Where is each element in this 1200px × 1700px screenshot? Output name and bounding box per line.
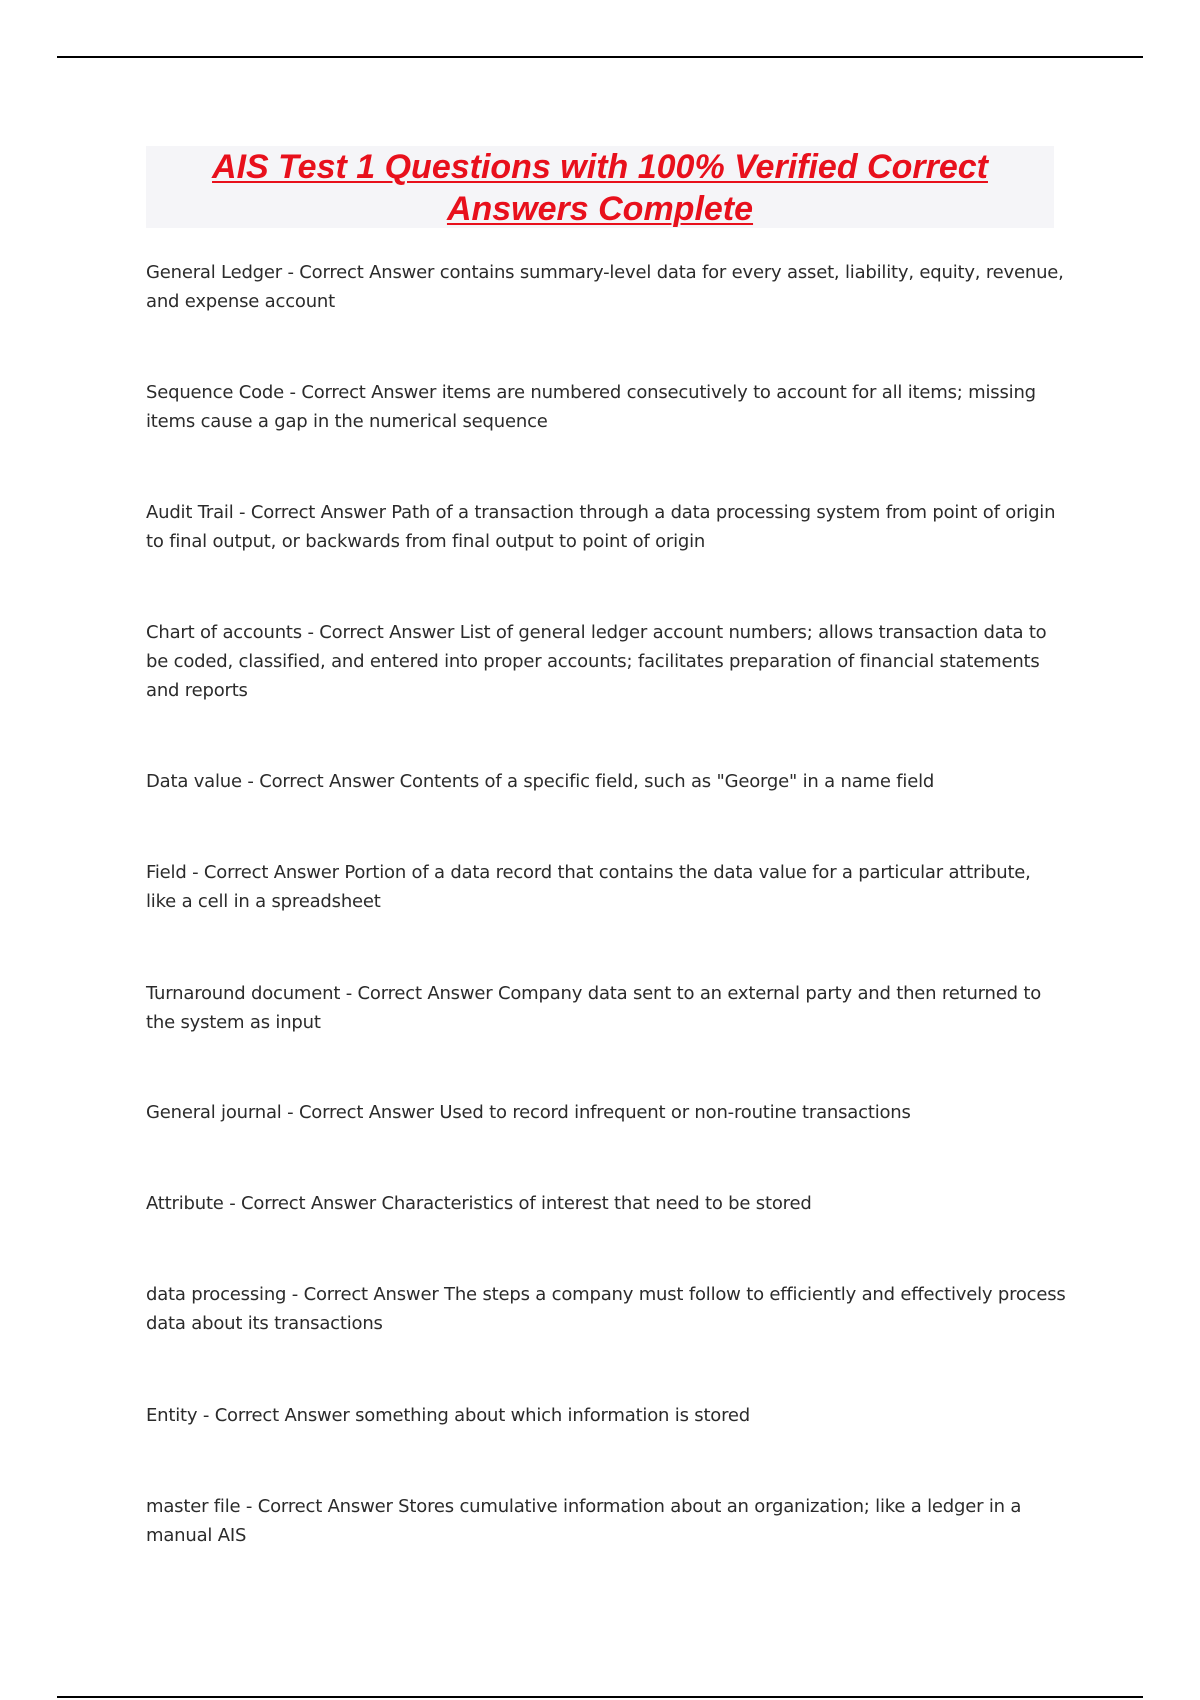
header-rule	[57, 56, 1143, 58]
footer-rule	[57, 1696, 1143, 1698]
qa-entry-chart-of-accounts: Chart of accounts - Correct Answer List of general ledger account numbers; allows transaction data to be coded, classified, and entered into proper accounts; facilitates preparation of financial statements and reports	[146, 622, 1047, 701]
qa-entry-data-processing: data processing - Correct Answer The steps a company must follow to efficiently and effectively process data about its transactions	[146, 1284, 1066, 1334]
qa-entry-general-journal: General journal - Correct Answer Used to record infrequent or non-routine transactions	[146, 1102, 911, 1123]
qa-entry-attribute: Attribute - Correct Answer Characteristics of interest that need to be stored	[146, 1193, 812, 1214]
qa-entry-general-ledger: General Ledger - Correct Answer contains summary-level data for every asset, liability, equity, revenue, and expense account	[146, 262, 1064, 312]
qa-entry-field: Field - Correct Answer Portion of a data record that contains the data value for a particular attribute, like a cell in a spreadsheet	[146, 862, 1031, 912]
qa-entry-data-value: Data value - Correct Answer Contents of a specific field, such as "George" in a name field	[146, 771, 935, 792]
qa-entry-audit-trail: Audit Trail - Correct Answer Path of a transaction through a data processing system from point of origin to final output, or backwards from final output to point of origin	[146, 502, 1056, 552]
qa-entry-sequence-code: Sequence Code - Correct Answer items are numbered consecutively to account for all items; missing items cause a gap in the numerical sequence	[146, 382, 1036, 432]
qa-entry-entity: Entity - Correct Answer something about which information is stored	[146, 1405, 751, 1426]
qa-entry-turnaround-document: Turnaround document - Correct Answer Company data sent to an external party and then returned to the system as input	[146, 983, 1042, 1033]
title-banner	[146, 146, 1054, 228]
page-title: AIS Test 1 Questions with 100% Verified Correct Answers Complete	[212, 148, 988, 228]
qa-entry-master-file: master file - Correct Answer Stores cumulative information about an organization; like a ledger in a manual AIS	[146, 1496, 1022, 1546]
